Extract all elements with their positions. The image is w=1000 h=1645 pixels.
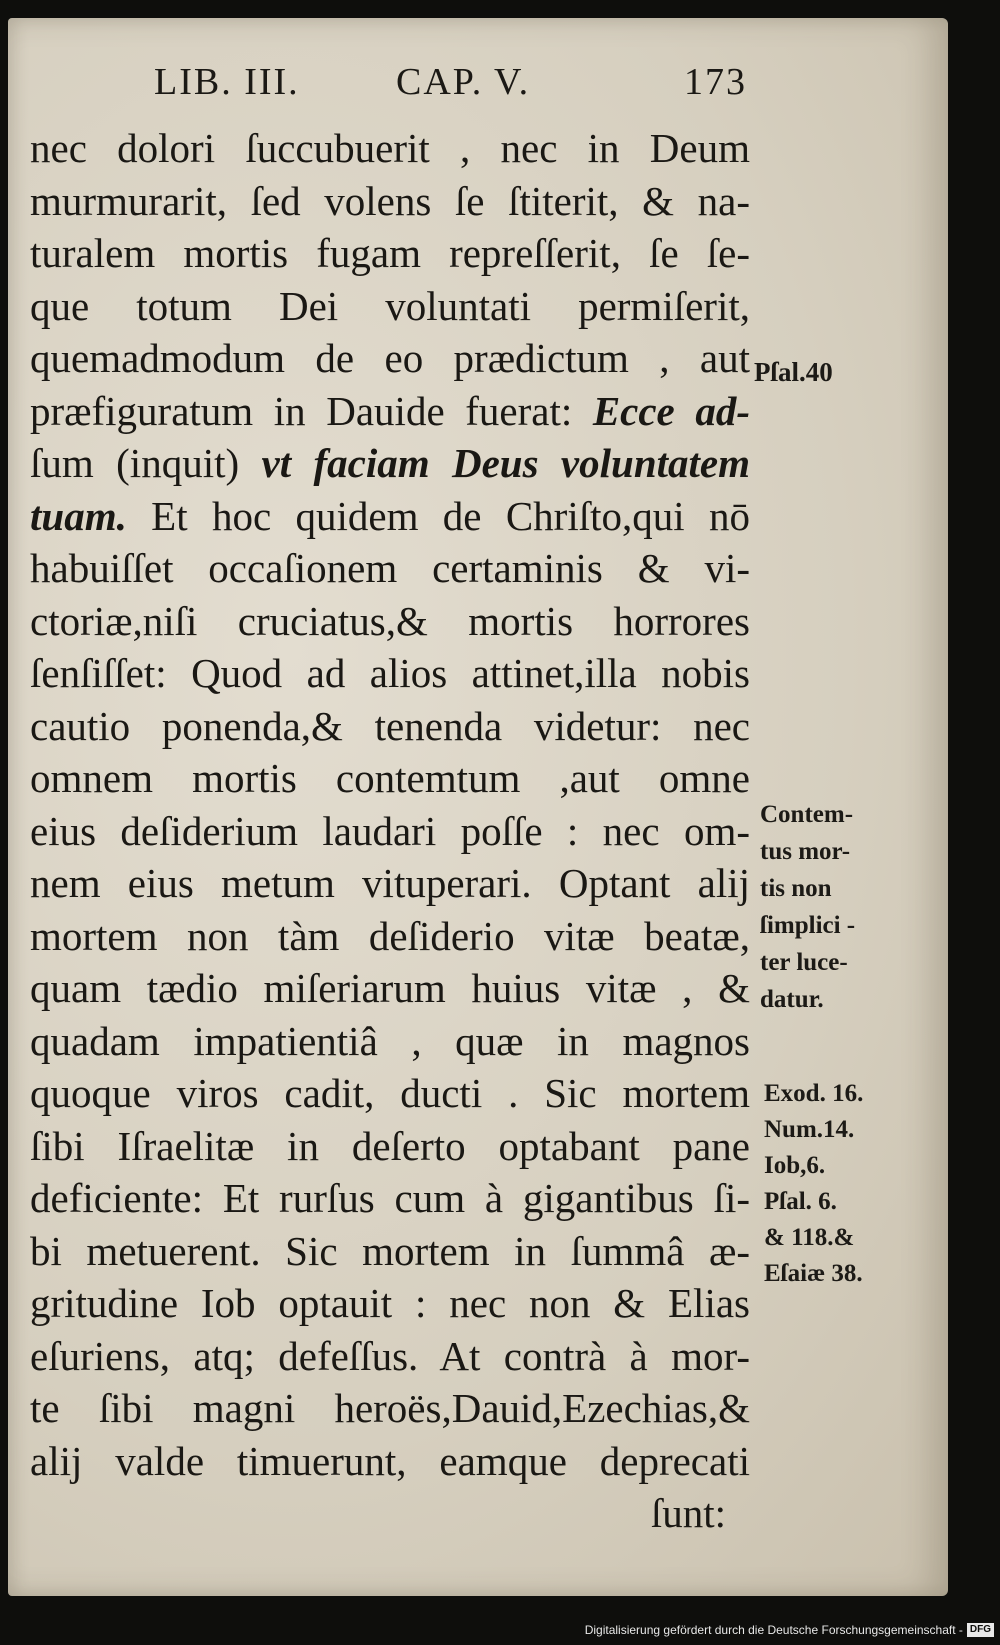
text-roman: Et hoc quidem de Chriſto,qui nō — [126, 492, 750, 539]
marginal-line: datur. — [760, 986, 824, 1013]
text-line: eſuriens, atq; defeſſus. At contrà à mor- — [30, 1332, 750, 1379]
marginal-line: ter luce- — [760, 949, 848, 976]
text-italic: vt faciam Deus voluntatem — [261, 440, 750, 486]
marginal-line: tis non — [760, 875, 832, 902]
text-line: omnem mortis contemtum ,aut omne — [30, 755, 750, 801]
running-header — [8, 60, 748, 114]
header-book: LIB. III. — [154, 61, 300, 103]
text-line: quadam impatientiâ , quæ in magnos — [30, 1017, 750, 1064]
text-italic: tuam. — [30, 492, 127, 539]
marginal-line: Eſaiæ 38. — [764, 1260, 863, 1287]
page-number: 173 — [684, 61, 747, 103]
text-line: murmurarit, ſed volens ſe ſtiterit, & na- — [30, 177, 750, 224]
text-line: deficiente: Et rurſus cum à gigantibus ſi- — [30, 1175, 750, 1221]
text-line — [30, 385, 750, 438]
text-line: quoque viros cadit, ducti . Sic mortem — [30, 1070, 750, 1116]
text-line: eius deſiderium laudari poſſe : nec om- — [30, 807, 750, 854]
text-line: ſenſiſſet: Quod ad alios attinet,illa nobis — [30, 650, 750, 696]
text-line: turalem mortis fugam repreſſerit, ſe ſe- — [30, 230, 750, 276]
marginal-note-psalm: Pſal.40 — [754, 357, 833, 387]
marginal-line: ſimplici - — [760, 912, 856, 939]
text-line: te ſibi magni heroës,Dauid,Ezechias,& — [30, 1385, 750, 1431]
credit-text: Digitalisierung gefördert durch die Deutsche Forschungsgemeinschaft - — [584, 1623, 963, 1637]
text-line — [30, 437, 750, 490]
marginal-line: Iob,6. — [764, 1152, 826, 1179]
text-roman: præfiguratum in Dauide fuerat: — [30, 387, 593, 434]
text-line: nec dolori ſuccubuerit , nec in Deum — [30, 125, 750, 171]
header-chapter: CAP. V. — [396, 61, 531, 103]
marginal-line: Num.14. — [764, 1116, 855, 1143]
marginal-line: tus mor- — [760, 838, 851, 865]
marginal-line: & 118.& — [764, 1224, 855, 1251]
marginal-line: Pſal. 6. — [764, 1188, 837, 1215]
dfg-logo: DFG — [967, 1623, 994, 1637]
text-line: bi metuerent. Sic mortem in ſummâ æ- — [30, 1227, 750, 1274]
marginal-note-contemtus — [760, 796, 880, 1018]
text-line: gritudine Iob optauit : nec non & Elias — [30, 1280, 750, 1326]
text-line: que totum Dei voluntati permiſerit, — [30, 282, 750, 329]
main-text — [30, 122, 750, 1540]
text-line: alij valde timuerunt, eamque deprecati — [30, 1437, 750, 1484]
text-line: ctoriæ,niſi cruciatus,& mortis horrores — [30, 597, 750, 644]
text-line: mortem non tàm deſiderio vitæ beatæ, — [30, 912, 750, 959]
book-page — [8, 18, 948, 1596]
text-line: ſunt: — [650, 1490, 726, 1536]
text-line: habuiſſet occaſionem certaminis & vi- — [30, 545, 750, 591]
marginal-line: Contem- — [760, 801, 854, 828]
text-italic: Ecce ad- — [592, 387, 750, 434]
text-line — [30, 490, 750, 543]
text-line: quemadmodum de eo prædictum , aut — [30, 335, 750, 381]
text-roman: ſum (inquit) — [30, 440, 262, 486]
digitization-credit — [585, 1621, 994, 1639]
marginal-line: Exod. 16. — [764, 1080, 864, 1107]
marginal-note-references — [764, 1076, 863, 1292]
text-line: cautio ponenda,& tenenda videtur: nec — [30, 702, 750, 749]
text-line: quam tædio miſeriarum huius vitæ , & — [30, 965, 750, 1011]
text-line: ſibi Iſraelitæ in deſerto optabant pane — [30, 1122, 750, 1169]
text-line: nem eius metum vituperari. Optant alij — [30, 860, 750, 906]
